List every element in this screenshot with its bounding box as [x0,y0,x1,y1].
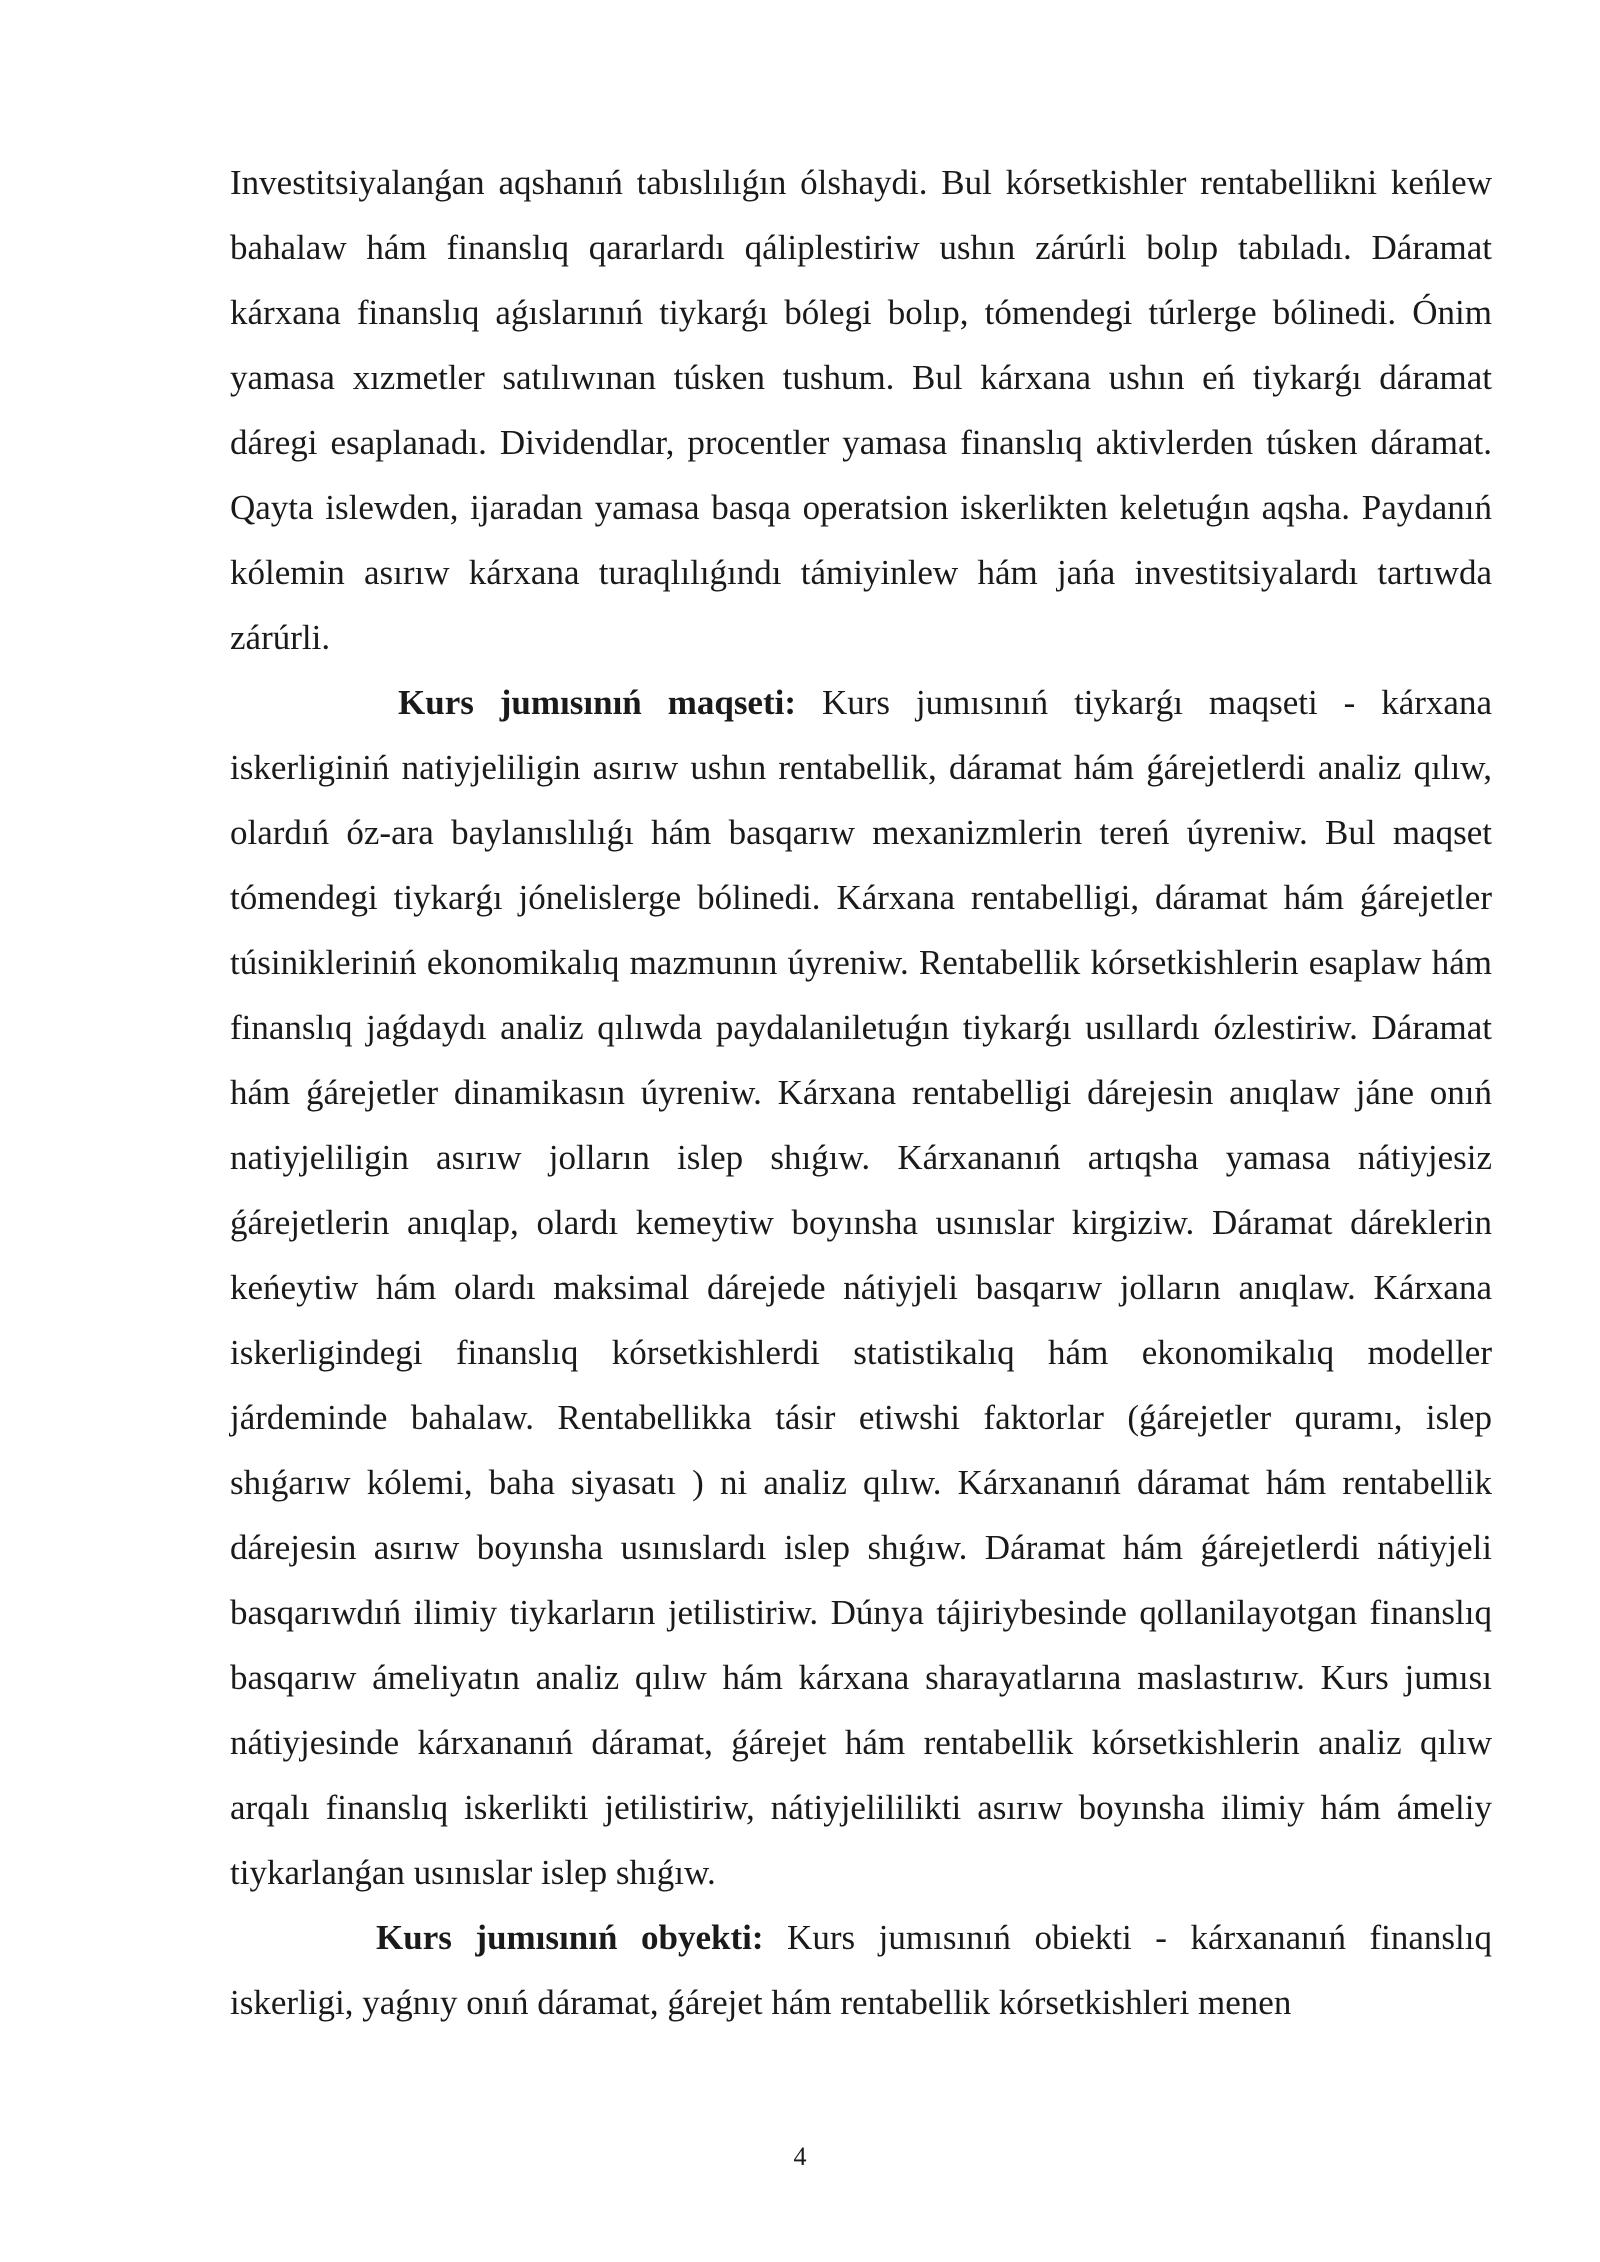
document-body [230,150,1492,2035]
course-object-heading: Kurs jumısınıń obyekti: [376,1918,764,1957]
paragraph-course-object [230,1905,1492,2035]
course-goal-text: Kurs jumısınıń tiykarǵı maqseti - kárxana iskerliginiń natiyjeliligin asırıw ushın rentabellik, dáramat hám ǵárejetlerdi analiz qılıw, olardıń óz-ara baylanıslılıǵı hám basqarıw mexanizmlerin tereń úyreniw. Bul maqset tómendegi tiykarǵı jónelislerge bólinedi. Kárxana rentabelligi, dáramat hám ǵárejetler túsinikleriniń ekonomikalıq mazmunın úyreniw. Rentabellik kórsetkishlerin esaplaw hám finanslıq jaǵdaydı analiz qılıwda paydalaniletuǵın tiykarǵı usıllardı ózlestiriw. Dáramat hám ǵárejetler dinamikasın úyreniw. Kárxana rentabelligi dárejesin anıqlaw jáne onıń natiyjeliligin asırıw jolların islep shıǵıw. Kárxananıń artıqsha yamasa nátiyjesiz ǵárejetlerin anıqlap, olardı kemeytiw boyınsha usınıslar kirgiziw. Dáramat dáreklerin keńeytiw hám olardı maksimal dárejede nátiyjeli basqarıw jolların anıqlaw. Kárxana iskerligindegi finanslıq kórsetkishlerdi statistikalıq hám ekonomikalıq modeller járdeminde bahalaw. Rentabellikka tásir etiwshi faktorlar (ǵárejetler quramı, islep shıǵarıw kólemi, baha siyasatı ) ni analiz qılıw. Kárxananıń dáramat hám rentabellik dárejesin asırıw boyınsha usınıslardı islep shıǵıw. Dáramat hám ǵárejetlerdi nátiyjeli basqarıwdıń ilimiy tiykarların jetilistiriw. Dúnya tájiriybesinde qollanilayotgan finanslıq basqarıw ámeliyatın analiz qılıw hám kárxana sharayatlarına maslastırıw. Kurs jumısı nátiyjesinde kárxananıń dáramat, ǵárejet hám rentabellik kórsetkishlerin analiz qılıw arqalı finanslıq iskerlikti jetilistiriw, nátiyjelililikti asırıw boyınsha ilimiy hám ámeliy tiykarlanǵan usınıslar islep shıǵıw. [230,683,1493,1892]
paragraph-intro: Investitsiyalanǵan aqshanıń tabıslılıǵın ólshaydi. Bul kórsetkishler rentabellikni keńlew bahalaw hám finanslıq qararlardı qáliplestiriw ushın zárúrli bolıp tabıladı. Dáramat kárxana finanslıq aǵıslarınıń tiykarǵı bólegi bolıp, tómendegi túrlerge bólinedi. Ónim yamasa xızmetler satılıwınan túsken tushum. Bul kárxana ushın eń tiykarǵı dáramat dáregi esaplanadı. Dividendlar, procentler yamasa finanslıq aktivlerden túsken dáramat. Qayta islewden, ijaradan yamasa basqa operatsion iskerlikten keletuǵın aqsha. Paydanıń kólemin asırıw kárxana turaqlılıǵındı támiyinlew hám jańa investitsiyalardı tartıwda zárúrli. [230,163,1492,657]
paragraph-course-goal [230,670,1492,1905]
course-goal-heading: Kurs jumısınıń maqseti: [398,683,797,722]
page-number: 4 [793,2142,807,2171]
course-object-text: Kurs jumısınıń obiekti - kárxananıń finanslıq iskerligi, yaǵnıy onıń dáramat, ǵárejet hám rentabellik kórsetkishleri menen [230,1918,1492,2022]
